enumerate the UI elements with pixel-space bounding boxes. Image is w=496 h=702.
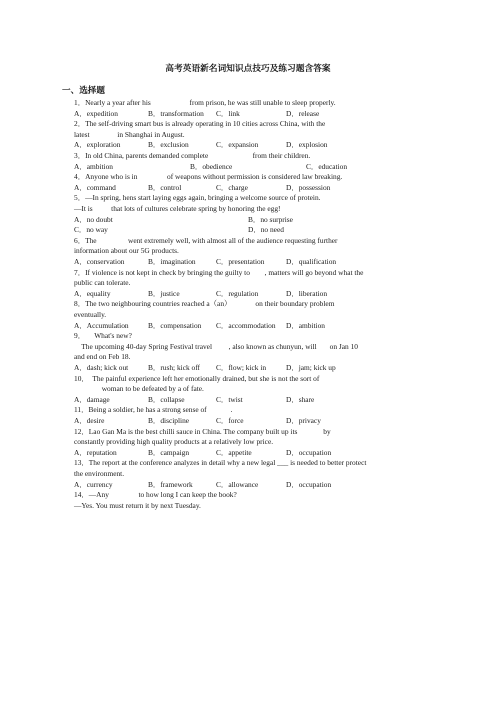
option-a[interactable]: A．Accumulation [74,320,129,330]
option-b[interactable]: B．collapse [148,394,185,404]
page-title: 高考英语新名词知识点技巧及练习题含答案 [165,63,331,73]
question-10-stem-line: 10． The painful experience left her emotionally drained, but she is not the sort of [74,373,320,383]
option-a[interactable]: A．no doubt [74,214,113,224]
option-d[interactable]: D．occupation [286,479,332,489]
question-2-options [74,140,454,150]
question-4-options [74,183,454,193]
question-5-options [74,225,454,235]
question-14-stem-line: —Yes. You must return it by next Tuesday. [74,500,201,510]
question-7-options [74,289,454,299]
option-b[interactable]: B．transformation [148,108,204,118]
option-b[interactable]: B．discipline [148,416,190,425]
option-c[interactable]: C．appetite [216,447,252,457]
question-9-stem-line: 9． What's new? [74,331,132,341]
question-1-stem-line: 1．Nearly a year after his from prison, he was still unable to sleep properly. [74,98,336,107]
option-c[interactable]: C．presentation [216,257,265,266]
question-10-options [74,395,454,405]
option-d[interactable]: D．possession [286,182,331,192]
question-2-stem-line: 2．The self-driving smart bus is already operating in 10 cities across China, with the [74,119,326,129]
question-1-options [74,109,454,119]
option-c[interactable]: C．allowance [216,479,259,489]
question-5-stem-line: —It is that lots of cultures celebrate spring by honoring the egg! [74,204,281,213]
option-a[interactable]: A．ambition [74,161,114,171]
option-a[interactable]: A．command [74,182,116,192]
option-c[interactable]: C．twist [216,394,243,404]
option-b[interactable]: B．control [148,182,182,192]
option-c[interactable]: C．force [216,416,244,425]
question-9-options [74,363,454,373]
option-a[interactable]: A．damage [74,394,110,404]
question-11-options [74,416,454,426]
option-d[interactable]: D．share [286,394,315,404]
option-c[interactable]: C．flow; kick in [216,363,267,372]
option-d[interactable]: D．liberation [286,288,328,298]
question-2-stem-line: latest in Shanghai in August. [74,129,185,139]
question-13-options [74,480,454,490]
question-14-stem-line: 14．—Any to how long I can keep the book? [74,490,237,500]
question-6-options [74,257,454,267]
option-d[interactable]: D．qualification [286,257,337,266]
question-13-stem-line: 13．The report at the conference analyzes in detail why a new legal ___ is needed to better protect [74,458,367,468]
option-b[interactable]: B．obedience [190,161,233,171]
option-d[interactable]: D．ambition [286,320,326,330]
option-c[interactable]: C．no way [74,225,108,235]
option-b[interactable]: B．framework [148,479,193,489]
question-4-stem-line: 4．Anyone who is in of weapons without permission is considered law breaking. [74,172,343,182]
question-5-stem-line: 5．—In spring, hens start laying eggs again, bringing a welcome source of protein. [74,193,321,203]
option-a[interactable]: A．exploration [74,140,121,150]
option-c[interactable]: C．expansion [216,140,259,150]
option-c[interactable]: C．education [306,161,348,171]
question-8-stem-line: 8．The two neighbouring countries reached a（an） on their boundary problem [74,299,335,309]
option-d[interactable]: D．jam; kick up [286,363,336,372]
option-c[interactable]: C．accommodation [216,320,276,330]
question-6-stem-line: information about our 5G products. [74,246,179,256]
question-3-options [74,162,454,172]
option-a[interactable]: A．desire [74,416,105,425]
question-5-options [74,215,454,225]
option-a[interactable]: A．equality [74,288,111,298]
question-9-stem-line: The upcoming 40-day Spring Festival travel , also known as chunyun, will on Jan 10 [74,341,358,351]
question-8-options [74,321,454,331]
option-c[interactable]: C．regulation [216,288,259,298]
option-a[interactable]: A．currency [74,479,113,489]
option-a[interactable]: A．reputation [74,447,117,457]
option-b[interactable]: B．no surprise [248,214,293,224]
option-b[interactable]: B．justice [148,288,180,298]
option-d[interactable]: D．privacy [286,416,321,425]
question-9-stem-line: and end on Feb 18. [74,352,131,362]
question-6-stem-line: 6．The went extremely well, with almost all of the audience requesting further [74,235,338,245]
option-d[interactable]: D．occupation [286,447,332,457]
question-12-options [74,448,454,458]
option-a[interactable]: A．expedition [74,108,118,118]
question-7-stem-line: 7．If violence is not kept in check by bringing the guilty to , matters will go beyond what the [74,267,364,277]
question-13-stem-line: the environment. [74,469,125,478]
option-c[interactable]: C．link [216,108,240,118]
option-c[interactable]: C．charge [216,182,248,192]
option-d[interactable]: D．release [286,108,320,118]
option-d[interactable]: D．no need [248,225,284,235]
option-b[interactable]: B．imagination [148,257,196,266]
question-11-stem-line: 11．Being a soldier, he has a strong sense of . [74,405,233,415]
question-7-stem-line: public can tolerate. [74,278,131,288]
option-b[interactable]: B．rush; kick off [148,363,201,372]
question-3-stem-line: 3．In old China, parents demanded complete from their children. [74,151,311,160]
option-b[interactable]: B．compensation [148,320,202,330]
option-b[interactable]: B．exclusion [148,140,189,150]
option-b[interactable]: B．campaign [148,447,190,457]
question-12-stem-line: constantly providing high quality products at a relatively low price. [74,437,274,447]
option-d[interactable]: D．explosion [286,140,328,150]
option-a[interactable]: A．dash; kick out [74,363,129,372]
question-8-stem-line: eventually. [74,310,107,319]
option-a[interactable]: A．conservation [74,257,125,266]
section-heading: 一、选择题 [62,85,105,95]
question-12-stem-line: 12．Lao Gan Ma is the best chilli sauce in China. The company built up its by [74,426,331,436]
question-10-stem-line: woman to be defeated by a of fate. [74,384,204,394]
